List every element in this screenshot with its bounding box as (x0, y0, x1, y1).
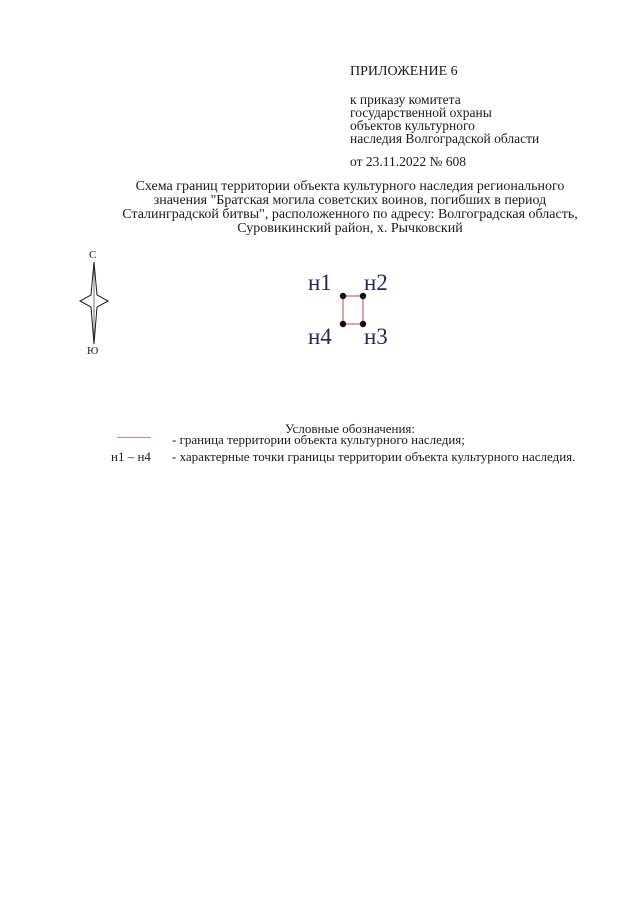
order-reference (350, 93, 539, 145)
legend-boundary-description: - граница территории объекта культурного наследия; (172, 432, 465, 447)
title-line: значения "Братская могила советских воинов, погибших в период (153, 193, 547, 208)
compass-north-label: С (89, 249, 97, 261)
point-label-n1: н1 (308, 270, 332, 295)
title-line: Схема границ территории объекта культурного наследия регионального (135, 179, 565, 194)
legend-title: Условные обозначения: (284, 421, 416, 436)
order-line: наследия Волгоградской области (350, 131, 540, 146)
boundary-line (343, 296, 363, 324)
legend-boundary-line-symbol (117, 437, 151, 438)
compass-south-label: Ю (87, 345, 99, 357)
point-label-n3: н3 (364, 324, 388, 349)
order-date: от 23.11.2022 № 608 (350, 154, 466, 169)
document-title (80, 180, 620, 236)
boundary-point-n4 (340, 321, 346, 327)
boundary-scheme (305, 270, 415, 360)
appendix-title: ПРИЛОЖЕНИЕ 6 (350, 64, 458, 79)
point-label-n4: н4 (308, 324, 332, 349)
legend-points-key: н1 – н4 (111, 449, 151, 464)
north-arrow-icon (78, 262, 110, 344)
title-line: Суровикинский район, х. Рычковский (237, 221, 463, 236)
legend-points-description: - характерные точки границы территории объекта культурного наследия. (172, 449, 576, 464)
order-line: объектов культурного (350, 118, 475, 133)
point-label-n2: н2 (364, 270, 388, 295)
boundary-point-n1 (340, 293, 346, 299)
order-line: государственной охраны (350, 105, 492, 120)
order-line: к приказу комитета (350, 92, 461, 107)
title-line: Сталинградской битвы", расположенного по адресу: Волгоградская область, (122, 207, 578, 222)
